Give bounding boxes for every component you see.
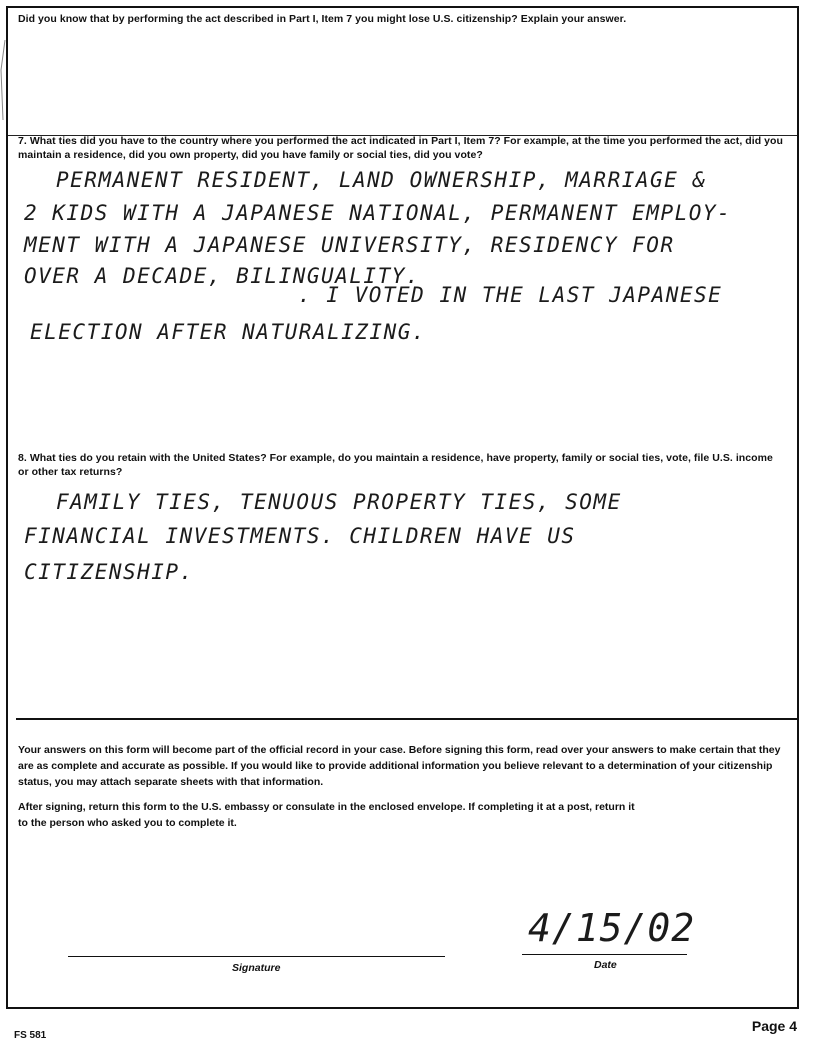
form-id: FS 581 (14, 1030, 47, 1041)
answer-line: CITIZENSHIP. (24, 560, 194, 584)
page-number: Page 4 (751, 1018, 797, 1034)
date-line[interactable] (522, 954, 687, 955)
question-7-text: 7. What ties did you have to the country where you performed the act indicated in Part I, Item 7? For example, at the time you performed the act, did you maintain a residence, did you own property, did you have family or social ties, did you vote? (18, 135, 783, 161)
signature-line[interactable] (68, 956, 445, 957)
answer-line: . I VOTED IN THE LAST JAPANESE (298, 283, 723, 307)
instructions-paragraph-2: After signing, return this form to the U.S. embassy or consulate in the enclosed envelope. If completing it at a post, return it to the person who asked you to complete it. (18, 801, 635, 829)
signature-label: Signature (232, 962, 281, 974)
answer-line: ELECTION AFTER NATURALIZING. (30, 320, 427, 344)
question-6-section (8, 8, 797, 136)
question-6-text: Did you know that by performing the act described in Part I, Item 7 you might lose U.S. citizenship? Explain your answer. (18, 13, 627, 25)
answer-line: 2 KIDS WITH A JAPANESE NATIONAL, PERMANENT EMPLOY- (24, 201, 732, 225)
date-value: 4/15/02 (528, 906, 696, 950)
answer-line: PERMANENT RESIDENT, LAND OWNERSHIP, MARRIAGE & (56, 168, 707, 192)
answer-line: FINANCIAL INVESTMENTS. CHILDREN HAVE US (24, 524, 576, 548)
answer-line: OVER A DECADE, BILINGUALITY. (24, 264, 421, 288)
answer-line: MENT WITH A JAPANESE UNIVERSITY, RESIDENCY FOR (24, 233, 675, 257)
date-label: Date (594, 959, 617, 971)
section-divider (16, 718, 797, 720)
question-8-text: 8. What ties do you retain with the United States? For example, do you maintain a residence, have property, family or social ties, vote, file U.S. income or other tax returns? (18, 452, 773, 478)
instructions-paragraph-1: Your answers on this form will become part of the official record in your case. Before signing this form, read over your answers to make certain that they are as complete and accurate as possible. If you would like to provide additional information you believe relevant to a determination of your citizenship status, you may attach separate sheets with that information. (18, 744, 781, 788)
answer-line: FAMILY TIES, TENUOUS PROPERTY TIES, SOME (56, 490, 622, 514)
form-page (6, 6, 799, 1009)
